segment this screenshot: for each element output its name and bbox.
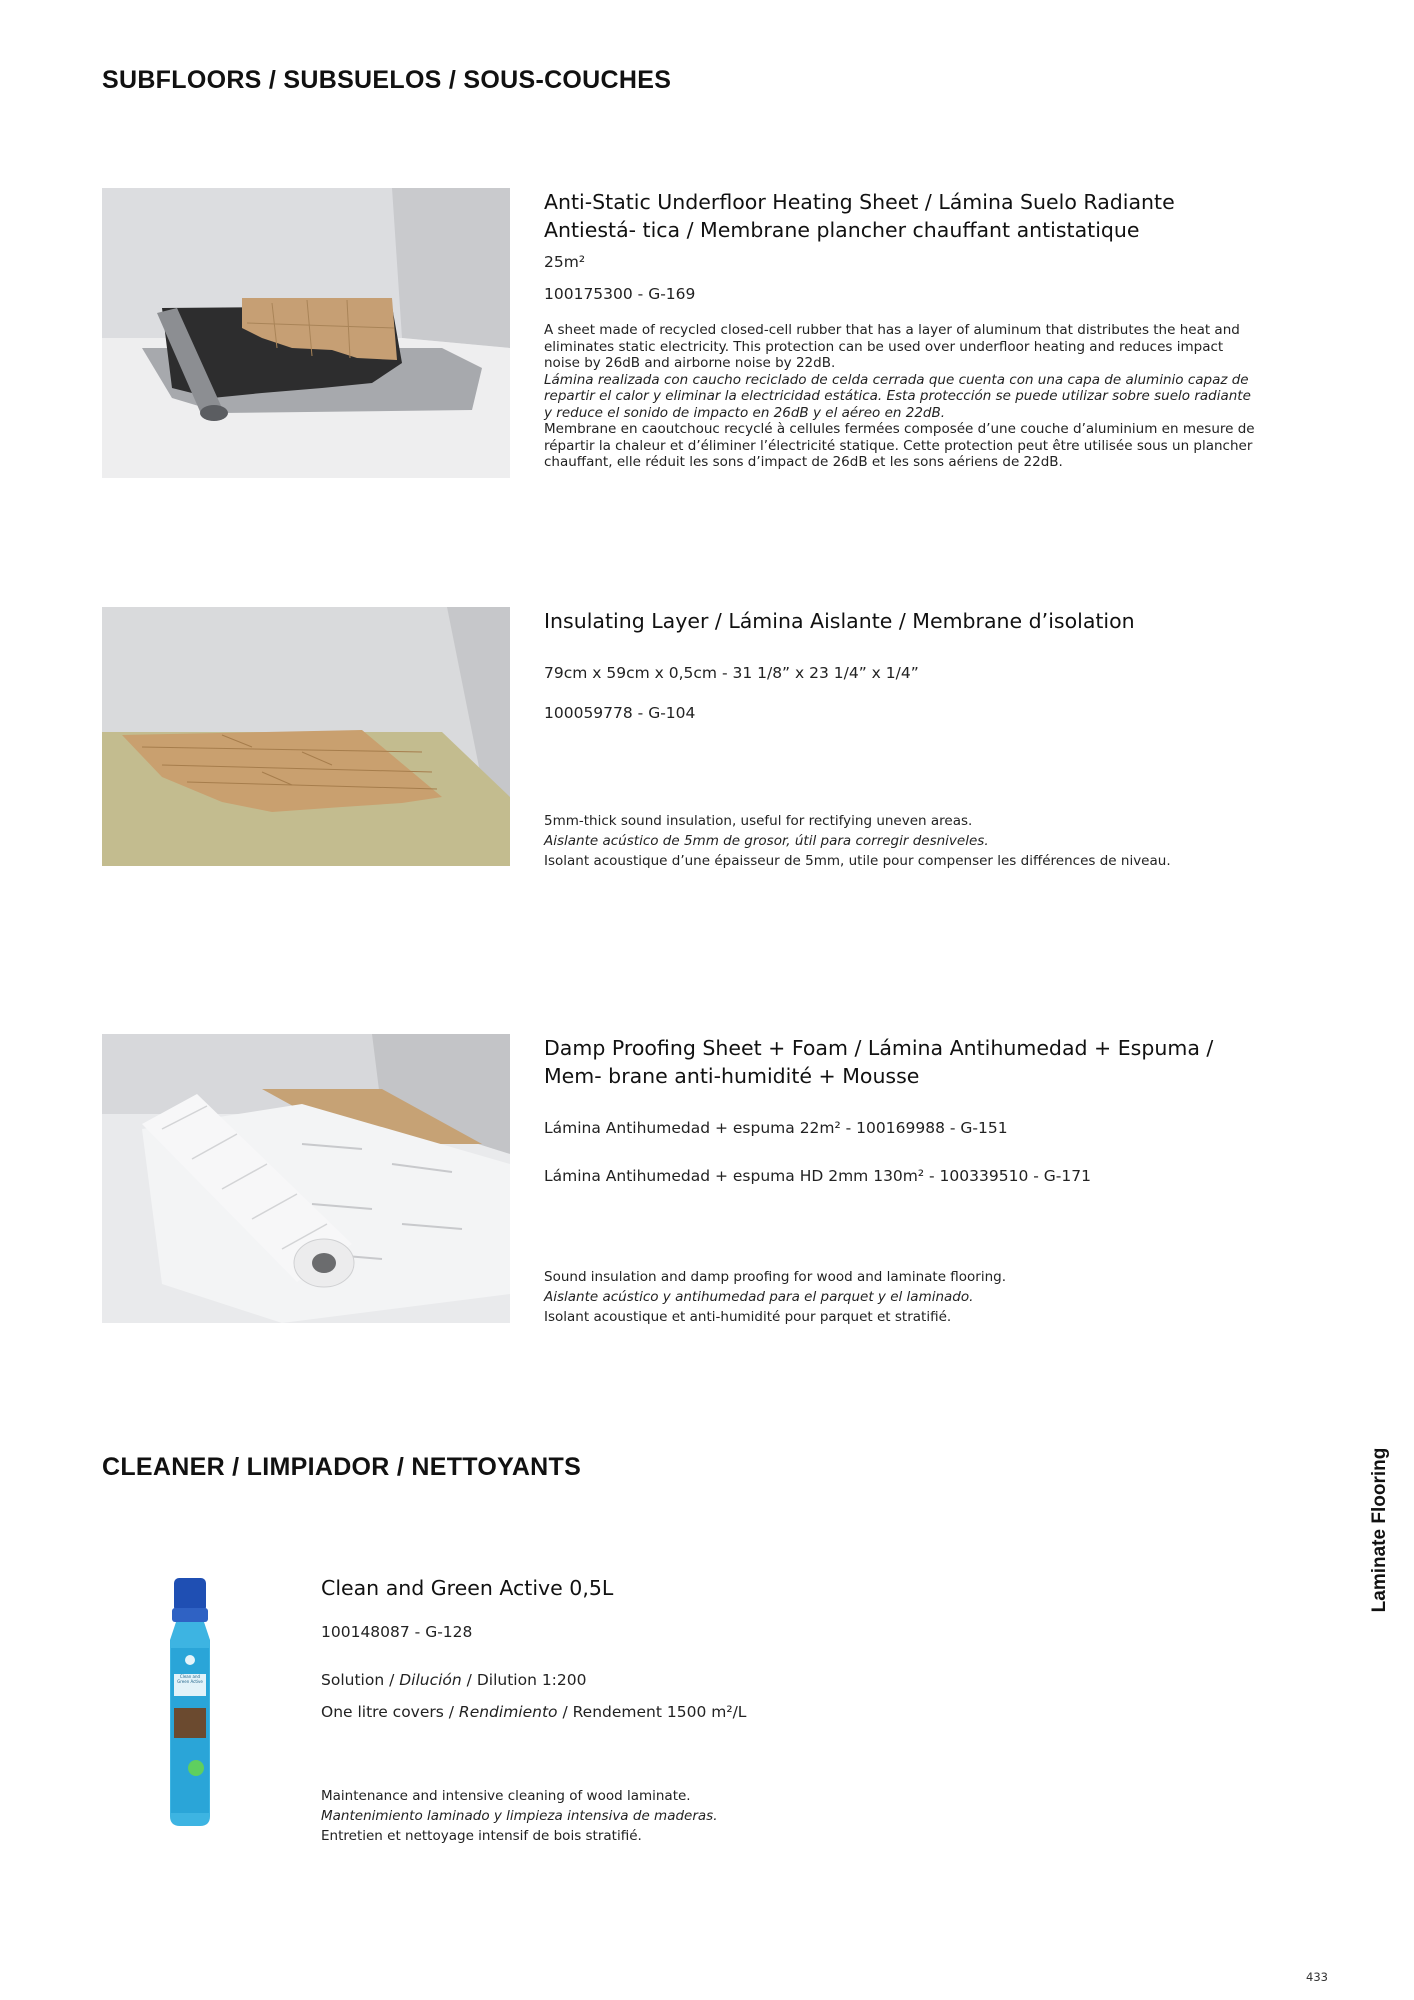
description-fr: Isolant acoustique et anti-humidité pour parquet et stratifié. — [544, 1309, 952, 1325]
product-title: Insulating Layer / Lámina Aislante / Membrane d’isolation — [544, 609, 1135, 633]
product-description — [544, 1267, 1256, 1327]
product-image-cleaner-bottle — [150, 1578, 230, 1828]
description-es: Lámina realizada con caucho reciclado de celda cerrada que cuenta con una capa de aluminio capaz de repartir el calor y eliminar la electricidad estática. Esta protección se puede utilizar sobre suelo radiante y reduce el sonido de impacto en 26dB y el aéreo en 22dB. — [544, 371, 1251, 421]
section-title-cleaner: CLEANER / LIMPIADOR / NETTOYANTS — [102, 1453, 582, 1481]
product-reference: 100175300 - G-169 — [544, 285, 696, 303]
page-number: 433 — [1306, 1970, 1328, 1984]
product-title: Damp Proofing Sheet + Foam / Lámina Antihumedad + Espuma / Mem- brane anti-humidité + Mousse — [544, 1036, 1214, 1088]
product-title: Clean and Green Active 0,5L — [321, 1576, 614, 1600]
product-image-antistatic-sheet — [102, 188, 510, 478]
side-label: Laminate Flooring — [1369, 1447, 1390, 1613]
description-en: 5mm-thick sound insulation, useful for rectifying uneven areas. — [544, 813, 973, 829]
product-size: 79cm x 59cm x 0,5cm - 31 1/8” x 23 1/4” x 1/4” — [544, 664, 919, 682]
description-en: Sound insulation and damp proofing for wood and laminate flooring. — [544, 1269, 1007, 1285]
product-image-damp-proofing-sheet — [102, 1034, 510, 1323]
product-reference: 100148087 - G-128 — [321, 1623, 473, 1641]
description-fr: Isolant acoustique d’une épaisseur de 5mm, utile pour compenser les différences de niveau. — [544, 853, 1171, 869]
description-fr: Entretien et nettoyage intensif de bois stratifié. — [321, 1828, 642, 1844]
description-en: Maintenance and intensive cleaning of wood laminate. — [321, 1788, 691, 1804]
description-es: Mantenimiento laminado y limpieza intensiva de maderas. — [321, 1808, 718, 1824]
description-fr: Membrane en caoutchouc recyclé à cellules fermées composée d’une couche d’aluminium en mesure de répartir la chaleur et d’éliminer l’électricité statique. Cette protection peut être utilisée sous un plancher chauffant, elle réduit les sons d’impact de 26dB et les sons aériens de 22dB. — [544, 421, 1255, 470]
product-dilution: Solution / Dilución / Dilution 1:200 — [321, 1671, 587, 1689]
product-coverage: One litre covers / Rendimiento / Rendement 1500 m²/L — [321, 1703, 747, 1721]
product-description — [544, 322, 1256, 471]
description-es: Aislante acústico y antihumedad para el parquet y el laminado. — [544, 1289, 974, 1305]
bottle-label: Clean and Green Active — [177, 1674, 203, 1684]
product-title: Anti-Static Underfloor Heating Sheet / Lámina Suelo Radiante Antiestá- tica / Membrane plancher chauffant antistatique — [544, 190, 1175, 242]
section-title-subfloors: SUBFLOORS / SUBSUELOS / SOUS-COUCHES — [102, 66, 672, 94]
product-description — [544, 811, 1256, 871]
product-description — [321, 1786, 1033, 1846]
product-variant: Lámina Antihumedad + espuma 22m² - 100169988 - G-151 — [544, 1119, 1008, 1137]
description-en: A sheet made of recycled closed-cell rubber that has a layer of aluminum that distributes the heat and eliminates static electricity. This protection can be used over underfloor heating and reduces impact noise by 26dB and airborne noise by 22dB. — [544, 322, 1240, 371]
product-reference: 100059778 - G-104 — [544, 704, 696, 722]
product-size: 25m² — [544, 253, 586, 271]
product-image-insulating-layer — [102, 607, 510, 866]
product-variant: Lámina Antihumedad + espuma HD 2mm 130m² - 100339510 - G-171 — [544, 1167, 1091, 1185]
description-es: Aislante acústico de 5mm de grosor, útil para corregir desniveles. — [544, 833, 989, 849]
